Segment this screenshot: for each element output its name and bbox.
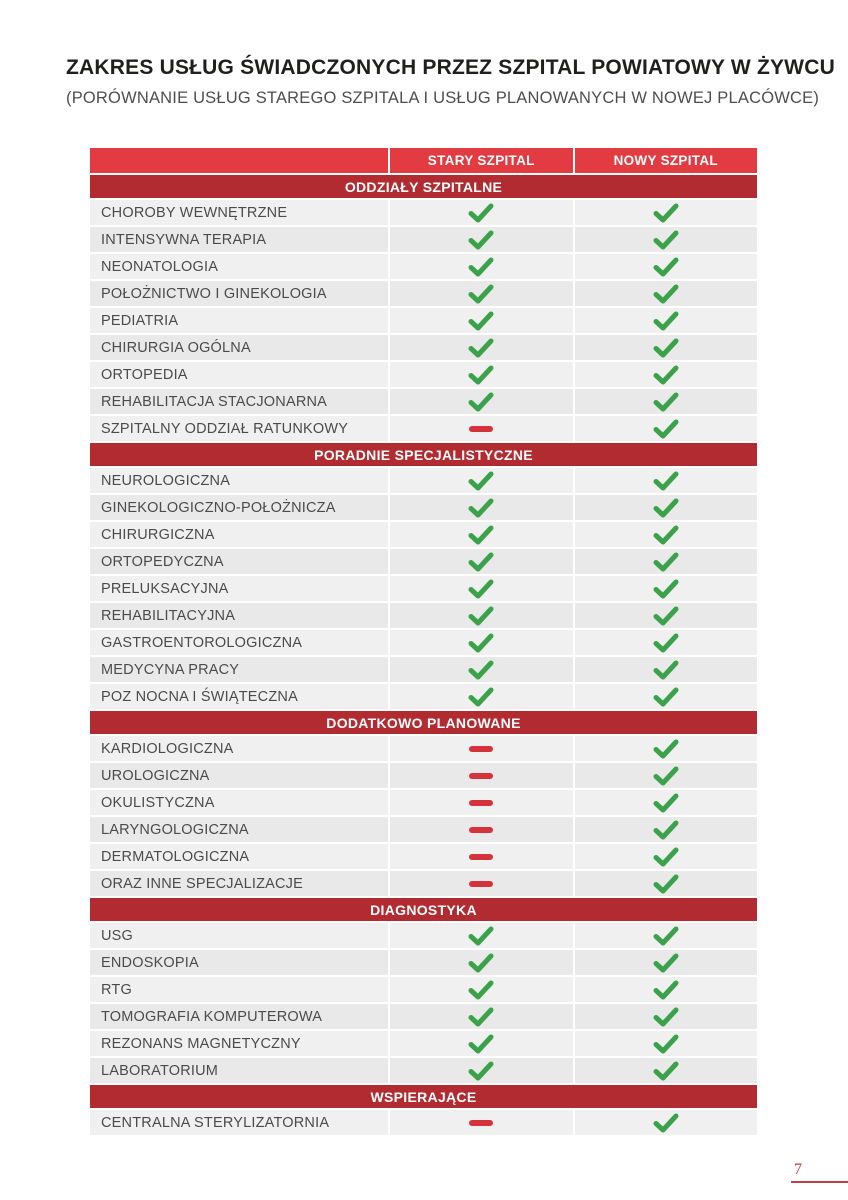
table-row bbox=[90, 630, 757, 655]
table-row bbox=[90, 389, 757, 414]
page-number-underline bbox=[791, 1181, 848, 1183]
nowy-status-cell bbox=[575, 335, 758, 360]
stary-status-cell bbox=[390, 977, 573, 1002]
stary-status-cell bbox=[390, 335, 573, 360]
table-row bbox=[90, 281, 757, 306]
nowy-status-cell bbox=[575, 416, 758, 441]
stary-status-cell bbox=[390, 817, 573, 842]
table-row bbox=[90, 844, 757, 869]
service-label: OKULISTYCZNA bbox=[90, 790, 388, 815]
nowy-status-cell bbox=[575, 468, 758, 493]
service-label: CHOROBY WEWNĘTRZNE bbox=[90, 200, 388, 225]
service-label: SZPITALNY ODDZIAŁ RATUNKOWY bbox=[90, 416, 388, 441]
stary-status-cell bbox=[390, 630, 573, 655]
nowy-status-cell bbox=[575, 950, 758, 975]
stary-status-cell bbox=[390, 308, 573, 333]
check-icon bbox=[468, 633, 494, 653]
check-icon bbox=[468, 1034, 494, 1054]
dash-icon bbox=[469, 1120, 493, 1126]
page-subtitle: (PORÓWNANIE USŁUG STAREGO SZPITALA I USŁUG PLANOWANYCH W NOWEJ PLACÓWCE) bbox=[66, 89, 820, 107]
service-label: LARYNGOLOGICZNA bbox=[90, 817, 388, 842]
check-icon bbox=[653, 1007, 679, 1027]
table-row bbox=[90, 923, 757, 948]
nowy-status-cell bbox=[575, 603, 758, 628]
table-row bbox=[90, 1004, 757, 1029]
stary-status-cell bbox=[390, 1058, 573, 1083]
service-label: PRELUKSACYJNA bbox=[90, 576, 388, 601]
dash-icon bbox=[469, 773, 493, 779]
dash-icon bbox=[469, 800, 493, 806]
service-label: REHABILITACYJNA bbox=[90, 603, 388, 628]
stary-status-cell bbox=[390, 495, 573, 520]
table-row bbox=[90, 603, 757, 628]
check-icon bbox=[468, 953, 494, 973]
check-icon bbox=[653, 953, 679, 973]
check-icon bbox=[468, 1007, 494, 1027]
header-nowy-szpital: NOWY SZPITAL bbox=[575, 148, 758, 173]
nowy-status-cell bbox=[575, 522, 758, 547]
service-label: CHIRURGICZNA bbox=[90, 522, 388, 547]
stary-status-cell bbox=[390, 281, 573, 306]
stary-status-cell bbox=[390, 549, 573, 574]
service-label: DERMATOLOGICZNA bbox=[90, 844, 388, 869]
table-row bbox=[90, 684, 757, 709]
stary-status-cell bbox=[390, 416, 573, 441]
header-stary-szpital: STARY SZPITAL bbox=[390, 148, 573, 173]
check-icon bbox=[468, 926, 494, 946]
stary-status-cell bbox=[390, 763, 573, 788]
stary-status-cell bbox=[390, 950, 573, 975]
stary-status-cell bbox=[390, 1031, 573, 1056]
stary-status-cell bbox=[390, 790, 573, 815]
check-icon bbox=[468, 284, 494, 304]
service-label: MEDYCYNA PRACY bbox=[90, 657, 388, 682]
check-icon bbox=[468, 660, 494, 680]
table-row bbox=[90, 790, 757, 815]
check-icon bbox=[653, 392, 679, 412]
stary-status-cell bbox=[390, 576, 573, 601]
stary-status-cell bbox=[390, 603, 573, 628]
nowy-status-cell bbox=[575, 495, 758, 520]
table-row bbox=[90, 335, 757, 360]
section-header: ODDZIAŁY SZPITALNE bbox=[90, 175, 757, 198]
table-row bbox=[90, 308, 757, 333]
check-icon bbox=[468, 579, 494, 599]
stary-status-cell bbox=[390, 389, 573, 414]
check-icon bbox=[468, 525, 494, 545]
check-icon bbox=[653, 633, 679, 653]
nowy-status-cell bbox=[575, 684, 758, 709]
nowy-status-cell bbox=[575, 871, 758, 896]
check-icon bbox=[653, 230, 679, 250]
check-icon bbox=[468, 257, 494, 277]
table-row bbox=[90, 468, 757, 493]
service-label: REZONANS MAGNETYCZNY bbox=[90, 1031, 388, 1056]
stary-status-cell bbox=[390, 362, 573, 387]
service-label: LABORATORIUM bbox=[90, 1058, 388, 1083]
nowy-status-cell bbox=[575, 1110, 758, 1135]
stary-status-cell bbox=[390, 871, 573, 896]
check-icon bbox=[653, 1113, 679, 1133]
dash-icon bbox=[469, 746, 493, 752]
service-label: UROLOGICZNA bbox=[90, 763, 388, 788]
table-row bbox=[90, 817, 757, 842]
nowy-status-cell bbox=[575, 389, 758, 414]
nowy-status-cell bbox=[575, 1031, 758, 1056]
service-label: ORAZ INNE SPECJALIZACJE bbox=[90, 871, 388, 896]
section-header: DODATKOWO PLANOWANE bbox=[90, 711, 757, 734]
stary-status-cell bbox=[390, 200, 573, 225]
table-row bbox=[90, 576, 757, 601]
check-icon bbox=[468, 471, 494, 491]
service-label: KARDIOLOGICZNA bbox=[90, 736, 388, 761]
nowy-status-cell bbox=[575, 817, 758, 842]
table-row bbox=[90, 871, 757, 896]
service-label: CHIRURGIA OGÓLNA bbox=[90, 335, 388, 360]
stary-status-cell bbox=[390, 1110, 573, 1135]
service-label: TOMOGRAFIA KOMPUTEROWA bbox=[90, 1004, 388, 1029]
check-icon bbox=[468, 311, 494, 331]
check-icon bbox=[653, 365, 679, 385]
check-icon bbox=[653, 498, 679, 518]
table-row bbox=[90, 254, 757, 279]
check-icon bbox=[653, 606, 679, 626]
service-label: REHABILITACJA STACJONARNA bbox=[90, 389, 388, 414]
check-icon bbox=[653, 793, 679, 813]
stary-status-cell bbox=[390, 684, 573, 709]
check-icon bbox=[653, 660, 679, 680]
stary-status-cell bbox=[390, 254, 573, 279]
stary-status-cell bbox=[390, 1004, 573, 1029]
nowy-status-cell bbox=[575, 736, 758, 761]
page-title: ZAKRES USŁUG ŚWIADCZONYCH PRZEZ SZPITAL POWIATOWY W ŻYWCU bbox=[66, 56, 835, 79]
check-icon bbox=[653, 874, 679, 894]
table-row bbox=[90, 549, 757, 574]
page-number: 7 bbox=[794, 1161, 802, 1178]
table-row bbox=[90, 522, 757, 547]
nowy-status-cell bbox=[575, 1058, 758, 1083]
nowy-status-cell bbox=[575, 200, 758, 225]
service-label: ORTOPEDIA bbox=[90, 362, 388, 387]
section-header: WSPIERAJĄCE bbox=[90, 1085, 757, 1108]
dash-icon bbox=[469, 881, 493, 887]
stary-status-cell bbox=[390, 657, 573, 682]
service-label: POZ NOCNA I ŚWIĄTECZNA bbox=[90, 684, 388, 709]
nowy-status-cell bbox=[575, 549, 758, 574]
nowy-status-cell bbox=[575, 308, 758, 333]
stary-status-cell bbox=[390, 468, 573, 493]
dash-icon bbox=[469, 827, 493, 833]
check-icon bbox=[653, 579, 679, 599]
service-label: INTENSYWNA TERAPIA bbox=[90, 227, 388, 252]
check-icon bbox=[653, 284, 679, 304]
table-row bbox=[90, 362, 757, 387]
stary-status-cell bbox=[390, 923, 573, 948]
section-header: DIAGNOSTYKA bbox=[90, 898, 757, 921]
table-header-row bbox=[90, 148, 757, 173]
check-icon bbox=[653, 820, 679, 840]
stary-status-cell bbox=[390, 736, 573, 761]
nowy-status-cell bbox=[575, 790, 758, 815]
service-label: NEONATOLOGIA bbox=[90, 254, 388, 279]
nowy-status-cell bbox=[575, 844, 758, 869]
table-row bbox=[90, 200, 757, 225]
nowy-status-cell bbox=[575, 576, 758, 601]
nowy-status-cell bbox=[575, 657, 758, 682]
check-icon bbox=[653, 766, 679, 786]
service-label: USG bbox=[90, 923, 388, 948]
check-icon bbox=[653, 419, 679, 439]
nowy-status-cell bbox=[575, 1004, 758, 1029]
table-row bbox=[90, 1110, 757, 1135]
table-row bbox=[90, 657, 757, 682]
check-icon bbox=[468, 392, 494, 412]
table-row bbox=[90, 977, 757, 1002]
check-icon bbox=[653, 471, 679, 491]
table-row bbox=[90, 736, 757, 761]
check-icon bbox=[653, 257, 679, 277]
stary-status-cell bbox=[390, 522, 573, 547]
nowy-status-cell bbox=[575, 923, 758, 948]
service-label: ENDOSKOPIA bbox=[90, 950, 388, 975]
check-icon bbox=[653, 687, 679, 707]
check-icon bbox=[468, 1061, 494, 1081]
check-icon bbox=[653, 203, 679, 223]
table-row bbox=[90, 950, 757, 975]
check-icon bbox=[468, 365, 494, 385]
check-icon bbox=[468, 552, 494, 572]
table-row bbox=[90, 416, 757, 441]
check-icon bbox=[653, 338, 679, 358]
service-label: ORTOPEDYCZNA bbox=[90, 549, 388, 574]
check-icon bbox=[468, 687, 494, 707]
check-icon bbox=[468, 230, 494, 250]
check-icon bbox=[653, 847, 679, 867]
service-label: GASTROENTOROLOGICZNA bbox=[90, 630, 388, 655]
service-label: RTG bbox=[90, 977, 388, 1002]
stary-status-cell bbox=[390, 844, 573, 869]
service-label: PEDIATRIA bbox=[90, 308, 388, 333]
service-label: POŁOŻNICTWO I GINEKOLOGIA bbox=[90, 281, 388, 306]
check-icon bbox=[653, 552, 679, 572]
service-label: CENTRALNA STERYLIZATORNIA bbox=[90, 1110, 388, 1135]
nowy-status-cell bbox=[575, 763, 758, 788]
nowy-status-cell bbox=[575, 630, 758, 655]
nowy-status-cell bbox=[575, 281, 758, 306]
nowy-status-cell bbox=[575, 362, 758, 387]
table-row bbox=[90, 763, 757, 788]
dash-icon bbox=[469, 854, 493, 860]
check-icon bbox=[653, 1034, 679, 1054]
service-label: GINEKOLOGICZNO-POŁOŻNICZA bbox=[90, 495, 388, 520]
check-icon bbox=[653, 980, 679, 1000]
table-row bbox=[90, 227, 757, 252]
check-icon bbox=[468, 498, 494, 518]
nowy-status-cell bbox=[575, 254, 758, 279]
check-icon bbox=[653, 1061, 679, 1081]
check-icon bbox=[468, 203, 494, 223]
table-row bbox=[90, 1058, 757, 1083]
stary-status-cell bbox=[390, 227, 573, 252]
check-icon bbox=[653, 311, 679, 331]
check-icon bbox=[653, 525, 679, 545]
dash-icon bbox=[469, 426, 493, 432]
check-icon bbox=[468, 338, 494, 358]
nowy-status-cell bbox=[575, 227, 758, 252]
section-header: PORADNIE SPECJALISTYCZNE bbox=[90, 443, 757, 466]
header-empty-cell bbox=[90, 148, 388, 173]
check-icon bbox=[468, 980, 494, 1000]
comparison-table bbox=[90, 148, 757, 1137]
service-label: NEUROLOGICZNA bbox=[90, 468, 388, 493]
table-row bbox=[90, 1031, 757, 1056]
check-icon bbox=[653, 739, 679, 759]
nowy-status-cell bbox=[575, 977, 758, 1002]
check-icon bbox=[653, 926, 679, 946]
check-icon bbox=[468, 606, 494, 626]
table-row bbox=[90, 495, 757, 520]
